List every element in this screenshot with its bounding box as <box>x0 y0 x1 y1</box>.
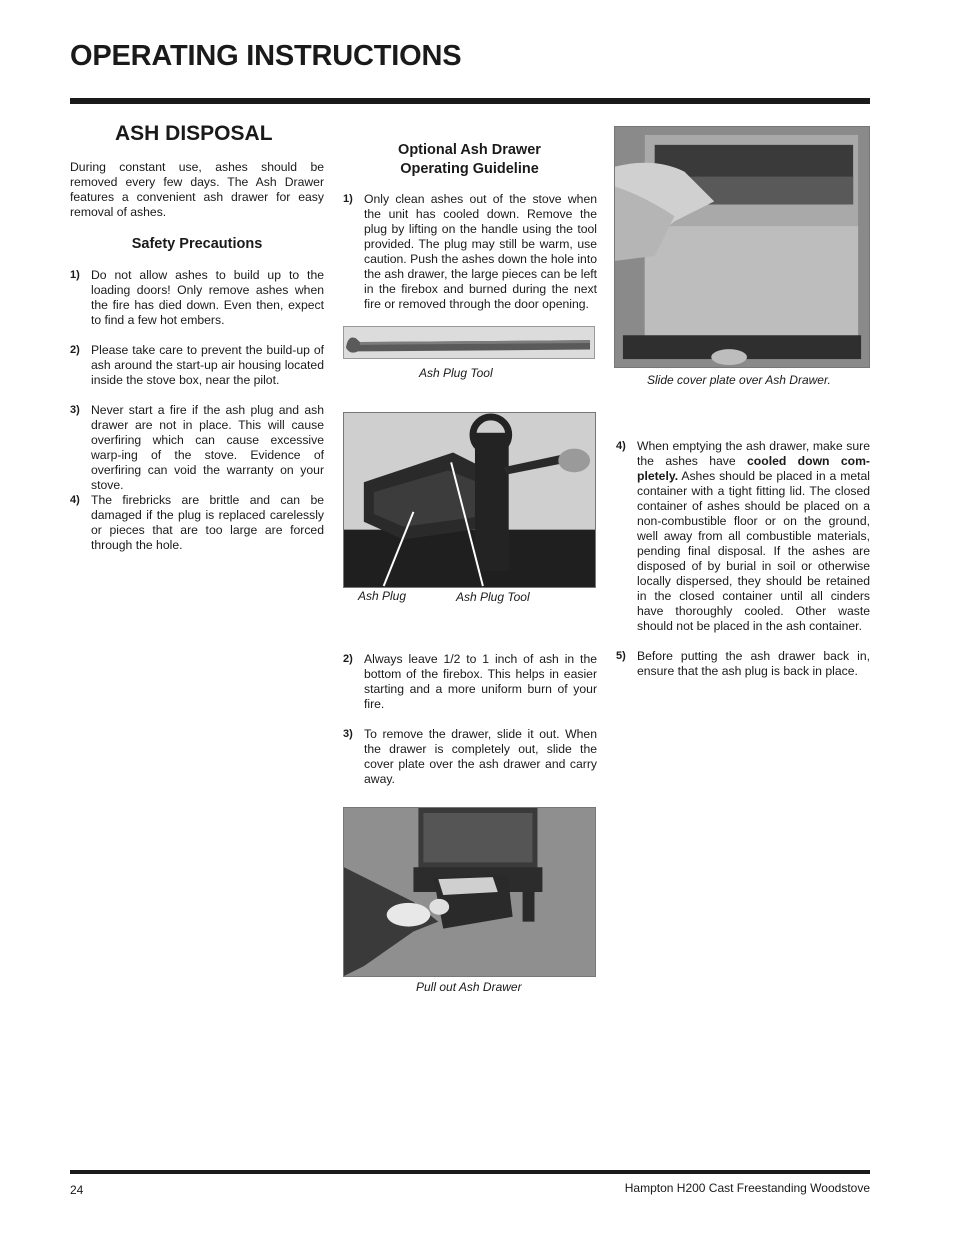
item-number: 3) <box>70 404 80 416</box>
page-title: OPERATING INSTRUCTIONS <box>70 40 462 72</box>
item-number: 4) <box>70 494 80 506</box>
guideline-heading-line2: Operating Guideline <box>400 161 539 177</box>
item-number: 2) <box>70 344 80 356</box>
item-text: Before putting the ash drawer back in, ensure that the ash plug is back in place. <box>637 649 870 678</box>
cover-plate-photo <box>614 126 870 368</box>
pull-out-drawer-illustration <box>344 808 595 976</box>
ash-plug-caption: Ash Plug <box>358 589 407 603</box>
cover-plate-caption: Slide cover plate over Ash Drawer. <box>647 373 831 387</box>
ash-plug-tool-caption: Ash Plug Tool <box>419 366 493 380</box>
pull-out-drawer-caption: Pull out Ash Drawer <box>416 980 522 994</box>
ash-plug-tool-illustration <box>344 327 594 358</box>
section-title: ASH DISPOSAL <box>115 122 273 145</box>
item-text: To remove the drawer, slide it out. When the drawer is completely out, slide the cover plate over the ash drawer and carry away. <box>364 727 597 786</box>
item-text: Do not allow ashes to build up to the loading doors! Only remove ashes when the fire has died down. Even then, expect to find a few hot embers. <box>91 268 324 327</box>
item-text: Only clean ashes out of the stove when the unit has cooled down. Remove the plug by lifting on the handle using the tool provided. The plug may still be warm, use caution. Push the ashes down the hole into the ash drawer, the large pieces can be left in the firebox and burned during the next fire or removed through the door opening. <box>364 192 597 311</box>
page-number: 24 <box>70 1183 84 1197</box>
ash-plug-photo <box>343 412 596 588</box>
pull-out-drawer-photo <box>343 807 596 977</box>
safety-heading: Safety Precautions <box>131 236 263 252</box>
item-number: 2) <box>343 653 353 665</box>
ash-plug-tool-photo <box>343 326 595 359</box>
item-number: 1) <box>343 193 353 205</box>
guideline-heading <box>343 141 596 179</box>
item-text: Please take care to prevent the build-up of ash around the start-up air housing located inside the stove box, near the pilot. <box>91 343 324 387</box>
item-number: 1) <box>70 269 80 281</box>
item-text: The firebricks are brittle and can be damaged if the plug is replaced carelessly or pieces that are too large are forced through the hole. <box>91 493 324 552</box>
footer-product-title: Hampton H200 Cast Freestanding Woodstove <box>624 1181 870 1195</box>
intro-paragraph: During constant use, ashes should be removed every few days. The Ash Drawer features a convenient ash drawer for easy removal of ashes. <box>70 160 324 219</box>
item-text-start: When emptying the ash drawer, make sure the ashes have <box>637 439 870 468</box>
item-text-end: Ashes should be placed in a metal container with a tight fitting lid. The closed container of ashes should be placed on a non-combustible floor or on the ground, well away from all combustible materials, pending final disposal. If the ashes are disposed of by burial in soil or otherwise locally dispersed, they should be retained in the closed container until all cinders have thoroughly cooled. Other waste should not be placed in the ash container. <box>637 469 870 633</box>
item-text: Never start a fire if the ash plug and ash drawer are not in place. This will cause overfiring which can cause excessive warp-ing of the stove. Evidence of overfiring can void the warranty on your stove. <box>91 403 324 492</box>
item-number: 5) <box>616 650 626 662</box>
item-number: 3) <box>343 728 353 740</box>
header-rule <box>70 98 870 104</box>
guideline-heading-line1: Optional Ash Drawer <box>398 142 541 158</box>
ash-plug-illustration <box>344 413 595 587</box>
item-text <box>637 439 870 634</box>
item-text-emphasis: cooled down com-pletely. <box>637 454 870 483</box>
cover-plate-illustration <box>615 127 869 367</box>
footer-rule <box>70 1170 870 1174</box>
item-number: 4) <box>616 440 626 452</box>
ash-plug-tool-label: Ash Plug Tool <box>456 590 530 604</box>
item-text: Always leave 1/2 to 1 inch of ash in the bottom of the firebox. This helps in easier starting and a more uniform burn of your fire. <box>364 652 597 711</box>
